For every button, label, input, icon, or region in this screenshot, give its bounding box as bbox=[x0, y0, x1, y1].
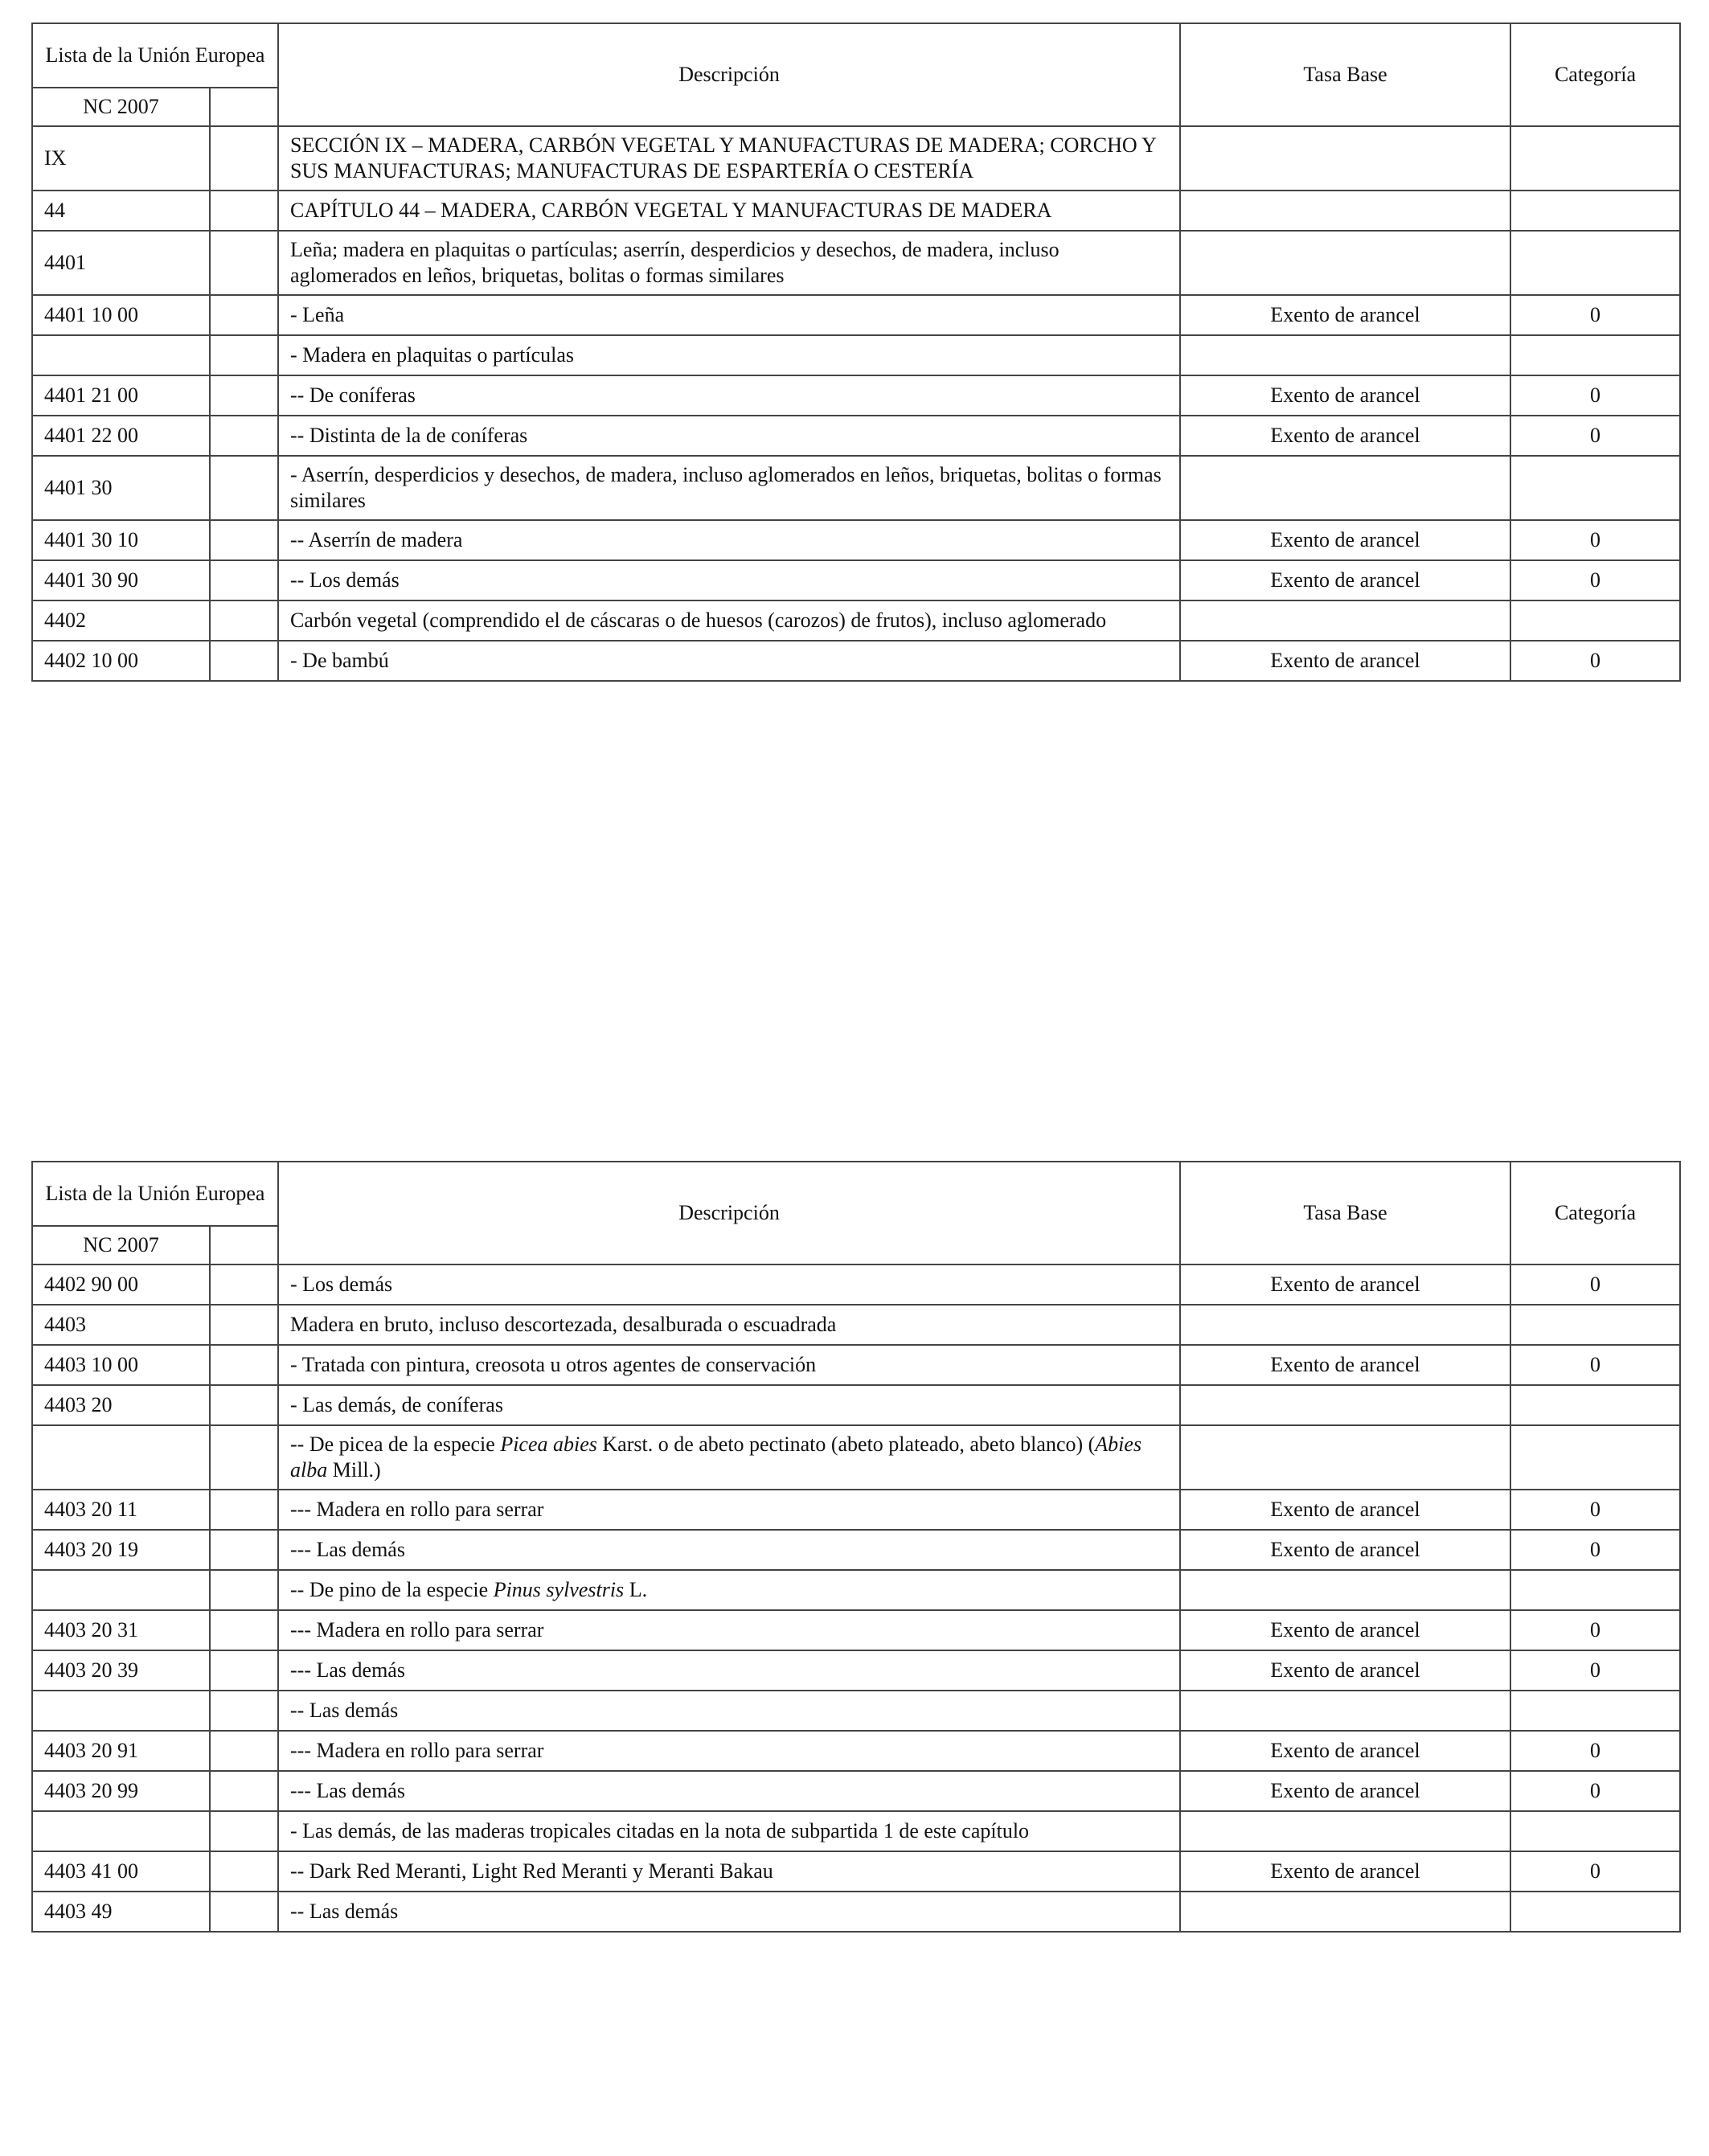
table-row bbox=[32, 1691, 1680, 1731]
table-row bbox=[32, 126, 1680, 191]
code-cell: 4401 bbox=[32, 231, 210, 295]
blank-cell bbox=[210, 1610, 278, 1650]
blank-cell bbox=[210, 1650, 278, 1691]
table-row bbox=[32, 600, 1680, 641]
description-cell: --- Madera en rollo para serrar bbox=[278, 1731, 1180, 1771]
rate-cell: Exento de arancel bbox=[1180, 1650, 1510, 1691]
blank-cell bbox=[210, 456, 278, 520]
header-nc: NC 2007 bbox=[32, 88, 210, 126]
category-cell bbox=[1510, 335, 1680, 375]
blank-cell bbox=[210, 560, 278, 600]
blank-cell bbox=[210, 126, 278, 191]
blank-cell bbox=[210, 520, 278, 560]
category-cell: 0 bbox=[1510, 1731, 1680, 1771]
code-cell: 4403 20 91 bbox=[32, 1731, 210, 1771]
description-cell: SECCIÓN IX – MADERA, CARBÓN VEGETAL Y MANUFACTURAS DE MADERA; CORCHO Y SUS MANUFACTURAS; MANUFACTURAS DE ESPARTERÍA O CESTERÍA bbox=[278, 126, 1180, 191]
code-cell: 4401 30 bbox=[32, 456, 210, 520]
blank-cell bbox=[210, 1731, 278, 1771]
table-row bbox=[32, 1892, 1680, 1932]
code-cell bbox=[32, 335, 210, 375]
header-blank bbox=[210, 88, 278, 126]
category-cell: 0 bbox=[1510, 1490, 1680, 1530]
rate-cell: Exento de arancel bbox=[1180, 1610, 1510, 1650]
category-cell bbox=[1510, 1811, 1680, 1851]
category-cell: 0 bbox=[1510, 1264, 1680, 1305]
description-cell: --- Madera en rollo para serrar bbox=[278, 1490, 1180, 1530]
table-header bbox=[32, 1162, 1680, 1264]
rate-cell bbox=[1180, 600, 1510, 641]
table-row bbox=[32, 1811, 1680, 1851]
header-list: Lista de la Unión Europea bbox=[32, 23, 278, 88]
code-cell: 4403 20 39 bbox=[32, 1650, 210, 1691]
rate-cell bbox=[1180, 1385, 1510, 1425]
code-cell: 4403 20 19 bbox=[32, 1530, 210, 1570]
code-cell: 4401 30 90 bbox=[32, 560, 210, 600]
table-row bbox=[32, 560, 1680, 600]
code-cell: 4401 22 00 bbox=[32, 416, 210, 456]
blank-cell bbox=[210, 1305, 278, 1345]
table-row bbox=[32, 1385, 1680, 1425]
category-cell: 0 bbox=[1510, 295, 1680, 335]
blank-cell bbox=[210, 231, 278, 295]
table-row bbox=[32, 231, 1680, 295]
table-row bbox=[32, 1851, 1680, 1892]
table-row bbox=[32, 1530, 1680, 1570]
blank-cell bbox=[210, 1851, 278, 1892]
description-cell: --- Las demás bbox=[278, 1771, 1180, 1811]
category-cell: 0 bbox=[1510, 1771, 1680, 1811]
category-cell bbox=[1510, 126, 1680, 191]
category-cell bbox=[1510, 1892, 1680, 1932]
description-cell: -- Las demás bbox=[278, 1691, 1180, 1731]
rate-cell bbox=[1180, 191, 1510, 231]
tariff-table-2 bbox=[31, 1161, 1681, 1933]
category-cell: 0 bbox=[1510, 1530, 1680, 1570]
category-cell bbox=[1510, 456, 1680, 520]
table-row bbox=[32, 1610, 1680, 1650]
category-cell bbox=[1510, 1305, 1680, 1345]
code-cell bbox=[32, 1811, 210, 1851]
rate-cell bbox=[1180, 1425, 1510, 1490]
blank-cell bbox=[210, 191, 278, 231]
rate-cell: Exento de arancel bbox=[1180, 1530, 1510, 1570]
rate-cell: Exento de arancel bbox=[1180, 295, 1510, 335]
description-cell: --- Las demás bbox=[278, 1650, 1180, 1691]
description-cell: - Las demás, de coníferas bbox=[278, 1385, 1180, 1425]
code-cell: 4403 bbox=[32, 1305, 210, 1345]
rate-cell bbox=[1180, 231, 1510, 295]
description-cell: --- Las demás bbox=[278, 1530, 1180, 1570]
header-description: Descripción bbox=[278, 23, 1180, 126]
rate-cell bbox=[1180, 1811, 1510, 1851]
blank-cell bbox=[210, 1264, 278, 1305]
rate-cell: Exento de arancel bbox=[1180, 1264, 1510, 1305]
category-cell: 0 bbox=[1510, 375, 1680, 416]
rate-cell: Exento de arancel bbox=[1180, 1771, 1510, 1811]
category-cell bbox=[1510, 191, 1680, 231]
header-category: Categoría bbox=[1510, 23, 1680, 126]
description-text: -- De picea de la especie bbox=[290, 1433, 501, 1456]
blank-cell bbox=[210, 1385, 278, 1425]
header-rate: Tasa Base bbox=[1180, 1162, 1510, 1264]
blank-cell bbox=[210, 295, 278, 335]
header-rate: Tasa Base bbox=[1180, 23, 1510, 126]
blank-cell bbox=[210, 1811, 278, 1851]
code-cell: 4403 20 31 bbox=[32, 1610, 210, 1650]
blank-cell bbox=[210, 335, 278, 375]
category-cell bbox=[1510, 231, 1680, 295]
header-list: Lista de la Unión Europea bbox=[32, 1162, 278, 1226]
description-cell: - De bambú bbox=[278, 641, 1180, 681]
code-cell: 4403 20 bbox=[32, 1385, 210, 1425]
blank-cell bbox=[210, 1570, 278, 1610]
rate-cell: Exento de arancel bbox=[1180, 520, 1510, 560]
code-cell: 4403 20 99 bbox=[32, 1771, 210, 1811]
rate-cell bbox=[1180, 335, 1510, 375]
header-nc: NC 2007 bbox=[32, 1226, 210, 1264]
category-cell: 0 bbox=[1510, 1610, 1680, 1650]
table-row bbox=[32, 1771, 1680, 1811]
table-row bbox=[32, 1425, 1680, 1490]
category-cell: 0 bbox=[1510, 1851, 1680, 1892]
blank-cell bbox=[210, 1530, 278, 1570]
category-cell: 0 bbox=[1510, 1650, 1680, 1691]
rate-cell bbox=[1180, 1691, 1510, 1731]
table-row bbox=[32, 1570, 1680, 1610]
table-row bbox=[32, 1345, 1680, 1385]
table-row bbox=[32, 335, 1680, 375]
code-cell: 4403 10 00 bbox=[32, 1345, 210, 1385]
description-cell: Carbón vegetal (comprendido el de cáscaras o de huesos (carozos) de frutos), incluso aglomerado bbox=[278, 600, 1180, 641]
category-cell bbox=[1510, 1570, 1680, 1610]
header-description: Descripción bbox=[278, 1162, 1180, 1264]
description-cell bbox=[278, 1570, 1180, 1610]
description-cell: - Tratada con pintura, creosota u otros agentes de conservación bbox=[278, 1345, 1180, 1385]
category-cell: 0 bbox=[1510, 520, 1680, 560]
code-cell: IX bbox=[32, 126, 210, 191]
table-row bbox=[32, 1264, 1680, 1305]
blank-cell bbox=[210, 1425, 278, 1490]
code-cell: 4403 49 bbox=[32, 1892, 210, 1932]
rate-cell bbox=[1180, 1892, 1510, 1932]
table-row bbox=[32, 295, 1680, 335]
code-cell: 4402 90 00 bbox=[32, 1264, 210, 1305]
description-cell: -- Distinta de la de coníferas bbox=[278, 416, 1180, 456]
rate-cell: Exento de arancel bbox=[1180, 1731, 1510, 1771]
description-text: -- De pino de la especie bbox=[290, 1578, 494, 1601]
rate-cell: Exento de arancel bbox=[1180, 1345, 1510, 1385]
species-name: Picea abies bbox=[500, 1433, 597, 1456]
code-cell bbox=[32, 1570, 210, 1610]
code-cell: 4401 10 00 bbox=[32, 295, 210, 335]
code-cell: 44 bbox=[32, 191, 210, 231]
table-header bbox=[32, 23, 1680, 126]
table-row bbox=[32, 1305, 1680, 1345]
code-cell bbox=[32, 1691, 210, 1731]
description-cell: - Madera en plaquitas o partículas bbox=[278, 335, 1180, 375]
description-text: Mill.) bbox=[327, 1458, 381, 1482]
description-cell: - Las demás, de las maderas tropicales citadas en la nota de subpartida 1 de este capítulo bbox=[278, 1811, 1180, 1851]
blank-cell bbox=[210, 1892, 278, 1932]
species-name: Pinus sylvestris bbox=[493, 1578, 625, 1601]
blank-cell bbox=[210, 641, 278, 681]
rate-cell: Exento de arancel bbox=[1180, 560, 1510, 600]
blank-cell bbox=[210, 375, 278, 416]
description-cell: Madera en bruto, incluso descortezada, desalburada o escuadrada bbox=[278, 1305, 1180, 1345]
description-cell: -- Aserrín de madera bbox=[278, 520, 1180, 560]
description-cell: -- Las demás bbox=[278, 1892, 1180, 1932]
blank-cell bbox=[210, 1345, 278, 1385]
code-cell: 4401 21 00 bbox=[32, 375, 210, 416]
description-text: Karst. o de abeto pectinato (abeto plateado, abeto blanco) ( bbox=[596, 1433, 1096, 1456]
description-cell: -- Los demás bbox=[278, 560, 1180, 600]
category-cell: 0 bbox=[1510, 416, 1680, 456]
table-row bbox=[32, 416, 1680, 456]
blank-cell bbox=[210, 600, 278, 641]
rate-cell: Exento de arancel bbox=[1180, 416, 1510, 456]
rate-cell bbox=[1180, 1305, 1510, 1345]
code-cell: 4403 20 11 bbox=[32, 1490, 210, 1530]
rate-cell: Exento de arancel bbox=[1180, 375, 1510, 416]
description-cell: CAPÍTULO 44 – MADERA, CARBÓN VEGETAL Y MANUFACTURAS DE MADERA bbox=[278, 191, 1180, 231]
table-row bbox=[32, 520, 1680, 560]
description-cell: --- Madera en rollo para serrar bbox=[278, 1610, 1180, 1650]
description-text: L. bbox=[624, 1578, 648, 1601]
species-name: Abies alba bbox=[290, 1433, 1142, 1482]
tariff-table-1 bbox=[31, 23, 1681, 682]
category-cell bbox=[1510, 1425, 1680, 1490]
code-cell: 4402 10 00 bbox=[32, 641, 210, 681]
category-cell bbox=[1510, 1691, 1680, 1731]
description-cell: -- De coníferas bbox=[278, 375, 1180, 416]
blank-cell bbox=[210, 416, 278, 456]
table-row bbox=[32, 191, 1680, 231]
code-cell bbox=[32, 1425, 210, 1490]
category-cell: 0 bbox=[1510, 1345, 1680, 1385]
blank-cell bbox=[210, 1490, 278, 1530]
header-category: Categoría bbox=[1510, 1162, 1680, 1264]
rate-cell: Exento de arancel bbox=[1180, 1851, 1510, 1892]
description-cell: - Aserrín, desperdicios y desechos, de madera, incluso aglomerados en leños, briquetas, bolitas o formas similares bbox=[278, 456, 1180, 520]
rate-cell bbox=[1180, 456, 1510, 520]
category-cell bbox=[1510, 600, 1680, 641]
category-cell: 0 bbox=[1510, 641, 1680, 681]
code-cell: 4402 bbox=[32, 600, 210, 641]
table-row bbox=[32, 1731, 1680, 1771]
category-cell bbox=[1510, 1385, 1680, 1425]
rate-cell bbox=[1180, 126, 1510, 191]
header-blank bbox=[210, 1226, 278, 1264]
category-cell: 0 bbox=[1510, 560, 1680, 600]
rate-cell: Exento de arancel bbox=[1180, 641, 1510, 681]
rate-cell: Exento de arancel bbox=[1180, 1490, 1510, 1530]
code-cell: 4401 30 10 bbox=[32, 520, 210, 560]
description-cell: Leña; madera en plaquitas o partículas; aserrín, desperdicios y desechos, de madera, incluso aglomerados en leños, briquetas, bolitas o formas similares bbox=[278, 231, 1180, 295]
blank-cell bbox=[210, 1771, 278, 1811]
table-row bbox=[32, 641, 1680, 681]
blank-cell bbox=[210, 1691, 278, 1731]
table-row bbox=[32, 375, 1680, 416]
description-cell: -- Dark Red Meranti, Light Red Meranti y Meranti Bakau bbox=[278, 1851, 1180, 1892]
description-cell: - Leña bbox=[278, 295, 1180, 335]
table-row bbox=[32, 1650, 1680, 1691]
table-row bbox=[32, 456, 1680, 520]
table-row bbox=[32, 1490, 1680, 1530]
rate-cell bbox=[1180, 1570, 1510, 1610]
description-cell: - Los demás bbox=[278, 1264, 1180, 1305]
description-cell bbox=[278, 1425, 1180, 1490]
code-cell: 4403 41 00 bbox=[32, 1851, 210, 1892]
